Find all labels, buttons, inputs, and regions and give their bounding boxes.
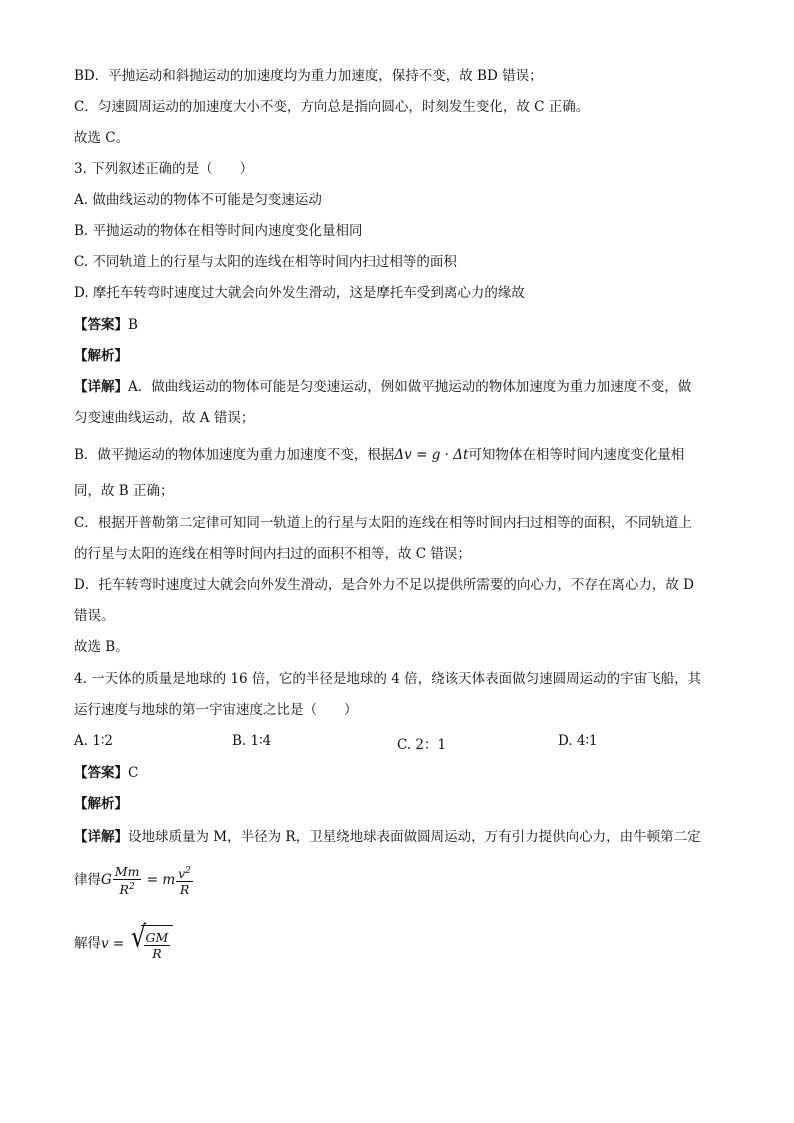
text-line: 故选 C。 (74, 130, 130, 146)
question-4-option-a: A. 1∶2 (74, 733, 114, 749)
explanation-3-a-line2: 匀变速曲线运动，故 A 错误； (74, 410, 255, 426)
explanation-3-c-line2: 的行星与太阳的连线在相等时间内扫过的面积不相等，故 C 错误； (74, 546, 471, 562)
question-4-option-d: D. 4∶1 (558, 733, 598, 749)
question-3-stem: 3. 下列叙述正确的是（ ） (74, 161, 254, 177)
explanation-3-b-line2: 同，故 B 正确； (74, 483, 174, 499)
question-3-option-d: D. 摩托车转弯时速度过大就会向外发生滑动，这是摩托车受到离心力的缘故 (74, 285, 525, 301)
answer-tag: 【答案】 (74, 317, 128, 333)
formula-gravitation: G $\frac{Mm}{R^2}$ = m $\frac{v^2}{R}$ (101, 863, 191, 898)
explanation-text: 律得 (74, 872, 101, 888)
question-4-stem-line1: 4. 一天体的质量是地球的 16 倍，它的半径是地球的 4 倍，绕该天体表面做匀速圆周运动的宇宙飞船，其 (74, 671, 702, 687)
question-4-option-c: C. 2：1 (397, 737, 447, 753)
formula-velocity: v = √ $\frac{GM}{R}$ (101, 936, 173, 952)
answer-4 (74, 764, 724, 782)
explanation-text: 设地球质量为 M，半径为 R，卫星绕地球表面做圆周运动，万有引力提供向心力，由牛顿第二定 (128, 829, 701, 845)
detail-tag: 【详解】 (74, 829, 128, 845)
formula-delta-v: Δv = g · Δt (394, 447, 469, 463)
question-3-option-b: B. 平抛运动的物体在相等时间内速度变化量相同 (74, 223, 363, 239)
answer-tag: 【答案】 (74, 765, 128, 781)
analysis-heading-3: 【解析】 (74, 348, 128, 364)
answer-value: C (128, 765, 139, 781)
question-3-option-c: C. 不同轨道上的行星与太阳的连线在相等时间内扫过相等的面积 (74, 254, 457, 270)
answer-value: B (128, 317, 138, 333)
question-4-option-b: B. 1∶4 (232, 733, 272, 749)
explanation-text: 可知物体在相等时间内速度变化量相 (468, 447, 685, 463)
explanation-text: A．做曲线运动的物体可能是匀变速运动，例如做平抛运动的物体加速度为重力加速度不变，做 (128, 379, 692, 395)
explanation-4-formula-1 (74, 862, 724, 898)
analysis-heading-4: 【解析】 (74, 796, 128, 812)
question-4-stem-line2: 运行速度与地球的第一宇宙速度之比是（ ） (74, 702, 358, 718)
explanation-text: B．做平抛运动的物体加速度为重力加速度不变，根据 (74, 447, 395, 463)
explanation-3-b-line1 (74, 446, 724, 464)
explanation-3-d-line1: D．托车转弯时速度过大就会向外发生滑动，是合外力不足以提供所需要的向心力，不存在离心力，故 D (74, 577, 694, 593)
answer-3 (74, 316, 724, 334)
selection-3: 故选 B。 (74, 639, 129, 655)
explanation-3-a-line1 (74, 378, 724, 396)
detail-tag: 【详解】 (74, 379, 128, 395)
explanation-text: 解得 (74, 935, 101, 952)
explanation-4-formula-2 (74, 920, 724, 963)
explanation-3-d-line2: 错误。 (74, 608, 115, 624)
explanation-4-line1 (74, 828, 724, 846)
text-line: BD．平抛运动和斜抛运动的加速度均为重力加速度，保持不变，故 BD 错误； (74, 68, 543, 84)
explanation-3-c-line1: C．根据开普勒第二定律可知同一轨道上的行星与太阳的连线在相等时间内扫过相等的面积，不同轨道上 (74, 515, 692, 531)
question-3-option-a: A. 做曲线运动的物体不可能是匀变速运动 (74, 192, 322, 208)
text-line: C．匀速圆周运动的加速度大小不变，方向总是指向圆心，时刻发生变化，故 C 正确。 (74, 99, 590, 115)
